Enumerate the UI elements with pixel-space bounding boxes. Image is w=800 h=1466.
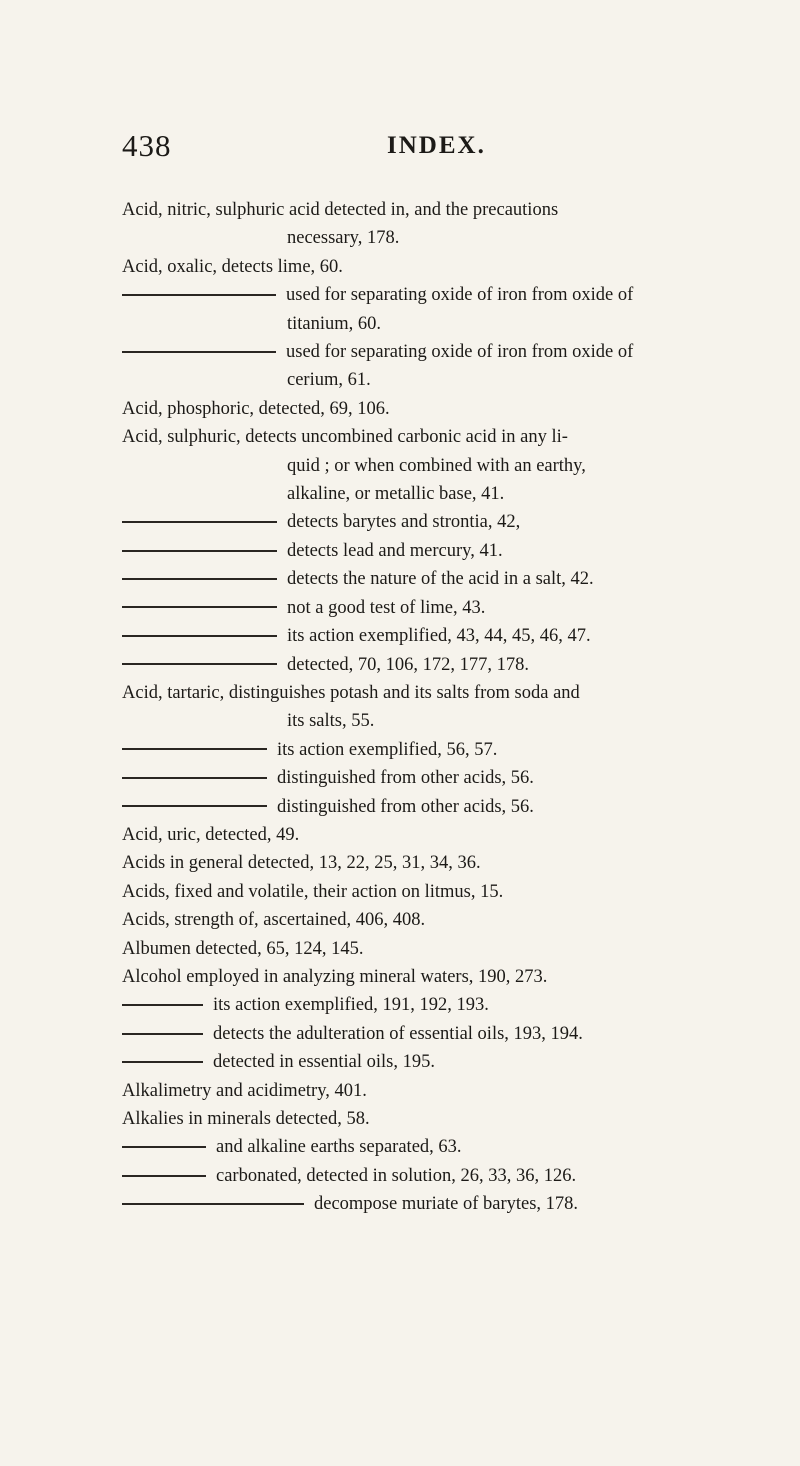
index-entry-continuation	[122, 452, 762, 480]
entry-text: cerium, 61.	[287, 370, 371, 391]
entry-text: detects the nature of the acid in a salt, 42.	[287, 569, 594, 590]
ditto-dash	[122, 777, 267, 779]
index-subentry	[122, 793, 762, 821]
ditto-dash	[122, 1061, 203, 1063]
index-entry	[122, 1077, 762, 1105]
ditto-dash	[122, 1203, 304, 1205]
entry-text: used for separating oxide of iron from oxide of	[286, 342, 634, 363]
entry-text: detects lead and mercury, 41.	[287, 540, 503, 561]
index-subentry	[122, 1190, 762, 1218]
index-subentry	[122, 622, 762, 650]
ditto-dash	[122, 550, 277, 552]
entry-text: its action exemplified, 56, 57.	[277, 739, 498, 760]
index-subentry	[122, 1020, 762, 1048]
entry-text: Acids, fixed and volatile, their action on litmus, 15.	[122, 881, 504, 902]
ditto-dash	[122, 578, 277, 580]
ditto-dash	[122, 748, 267, 750]
index-entry	[122, 906, 762, 934]
entry-text: titanium, 60.	[287, 313, 382, 334]
index-entry	[122, 821, 762, 849]
ditto-dash	[122, 521, 277, 523]
entry-text: Albumen detected, 65, 124, 145.	[122, 938, 364, 959]
entry-text: not a good test of lime, 43.	[287, 597, 486, 618]
index-entry-continuation	[122, 366, 762, 394]
entry-text: Alcohol employed in analyzing mineral waters, 190, 273.	[122, 966, 548, 987]
index-subentry	[122, 338, 762, 366]
index-entry	[122, 878, 762, 906]
index-subentry	[122, 1162, 762, 1190]
entry-text: distinguished from other acids, 56.	[277, 796, 534, 817]
ditto-dash	[122, 351, 276, 353]
entry-text: its action exemplified, 191, 192, 193.	[213, 995, 489, 1016]
entry-text: Alkalies in minerals detected, 58.	[122, 1109, 370, 1129]
index-entry	[122, 849, 762, 877]
index-entry-continuation	[122, 480, 762, 508]
entry-text: Acid, phosphoric, detected, 69, 106.	[122, 398, 390, 419]
ditto-dash	[122, 1146, 206, 1148]
ditto-dash	[122, 606, 277, 608]
index-subentry	[122, 594, 762, 622]
index-entry	[122, 935, 762, 963]
index-subentry	[122, 764, 762, 792]
entry-text: carbonated, detected in solution, 26, 33, 36, 126.	[216, 1165, 577, 1186]
page-number: 438	[122, 128, 172, 163]
index-entry	[122, 423, 762, 451]
index-entries	[122, 196, 762, 1219]
entry-text: detects barytes and strontia, 42,	[287, 512, 521, 533]
entry-text: Alkalimetry and acidimetry, 401.	[122, 1080, 367, 1101]
ditto-dash	[122, 294, 276, 296]
index-subentry	[122, 1133, 762, 1161]
entry-text: Acid, sulphuric, detects uncombined carbonic acid in any li-	[122, 427, 568, 448]
index-entry-continuation	[122, 224, 762, 252]
entry-text: used for separating oxide of iron from oxide of	[286, 285, 634, 306]
entry-text: alkaline, or metallic base, 41.	[287, 484, 505, 505]
index-subentry	[122, 537, 762, 565]
index-subentry	[122, 281, 762, 309]
index-entry	[122, 679, 762, 707]
entry-text: detects the adulteration of essential oils, 193, 194.	[213, 1023, 583, 1044]
index-entry-continuation	[122, 707, 762, 735]
entry-text: decompose muriate of barytes, 178.	[314, 1194, 579, 1215]
entry-text: distinguished from other acids, 56.	[277, 768, 534, 789]
entry-text: necessary, 178.	[287, 228, 400, 249]
entry-text: Acid, oxalic, detects lime, 60.	[122, 256, 343, 277]
entry-text: its salts, 55.	[287, 711, 375, 732]
index-entry	[122, 196, 762, 224]
ditto-dash	[122, 635, 277, 637]
index-entry	[122, 395, 762, 423]
index-subentry	[122, 565, 762, 593]
index-entry	[122, 1105, 762, 1133]
ditto-dash	[122, 1004, 203, 1006]
index-subentry	[122, 508, 762, 536]
entry-text: its action exemplified, 43, 44, 45, 46, 47.	[287, 626, 591, 647]
entry-text: Acid, nitric, sulphuric acid detected in, and the precautions	[122, 200, 559, 220]
index-subentry	[122, 651, 762, 679]
entry-text: and alkaline earths separated, 63.	[216, 1137, 462, 1158]
ditto-dash	[122, 1033, 203, 1035]
index-entry	[122, 253, 762, 281]
entry-text: detected, 70, 106, 172, 177, 178.	[287, 654, 529, 675]
index-subentry	[122, 1048, 762, 1076]
entry-text: Acid, uric, detected, 49.	[122, 824, 300, 845]
ditto-dash	[122, 1175, 206, 1177]
entry-text: Acid, tartaric, distinguishes potash and its salts from soda and	[122, 682, 580, 703]
index-subentry	[122, 991, 762, 1019]
entry-text: Acids, strength of, ascertained, 406, 408.	[122, 910, 426, 931]
running-head: INDEX.	[387, 132, 486, 159]
entry-text: quid ; or when combined with an earthy,	[287, 455, 586, 476]
index-subentry	[122, 736, 762, 764]
index-entry-continuation	[122, 310, 762, 338]
index-entry	[122, 963, 762, 991]
ditto-dash	[122, 663, 277, 665]
page-header	[122, 128, 722, 168]
ditto-dash	[122, 805, 267, 807]
entry-text: detected in essential oils, 195.	[213, 1052, 435, 1073]
entry-text: Acids in general detected, 13, 22, 25, 31, 34, 36.	[122, 853, 481, 874]
